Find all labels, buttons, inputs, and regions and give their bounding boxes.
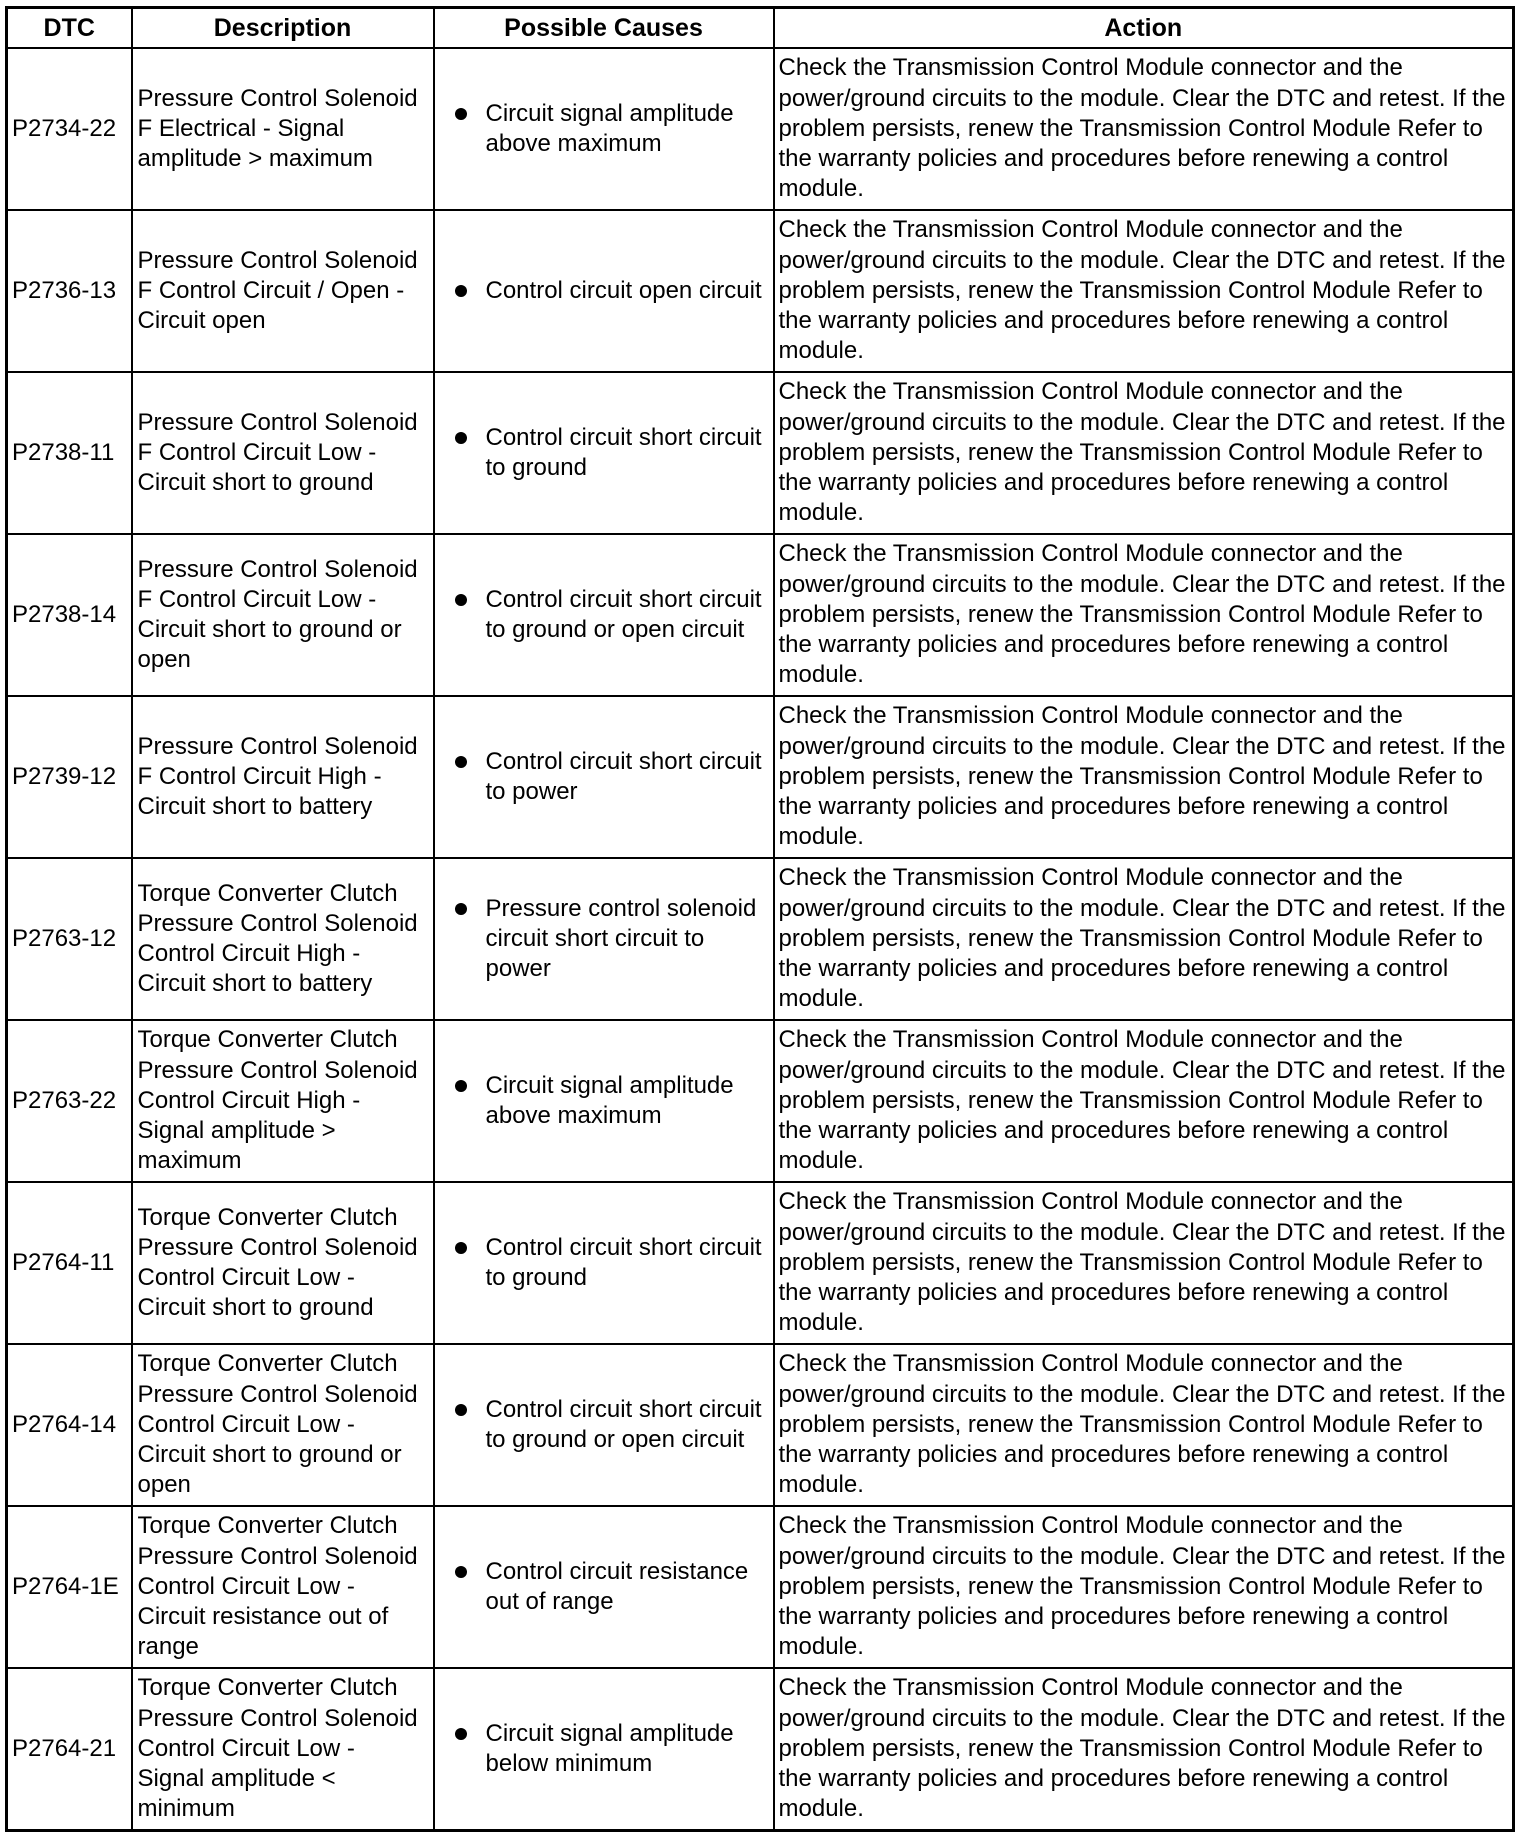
dtc-code: P2739-12 <box>7 696 132 858</box>
bullet-icon <box>455 1080 467 1092</box>
dtc-description: Torque Converter Clutch Pressure Control Solenoid Control Circuit Low - Circuit short to ground or open <box>132 1344 434 1506</box>
dtc-code: P2763-22 <box>7 1020 132 1182</box>
bullet-icon <box>455 108 467 120</box>
cause-list-item <box>455 1071 767 1131</box>
cause-text: Pressure control solenoid circuit short circuit to power <box>485 894 757 983</box>
table-row <box>7 210 1514 372</box>
cause-list-item <box>455 1233 767 1293</box>
cause-text: Control circuit short circuit to ground <box>485 423 762 481</box>
bullet-icon <box>455 756 467 768</box>
action-text: Check the Transmission Control Module connector and the power/ground circuits to the module. Clear the DTC and retest. If the problem persists, renew the Transmission Control Module Refer to the warranty policies and procedures before renewing a control module. <box>774 1506 1514 1668</box>
cause-list-item <box>455 1395 767 1455</box>
table-row <box>7 372 1514 534</box>
action-text: Check the Transmission Control Module connector and the power/ground circuits to the module. Clear the DTC and retest. If the problem persists, renew the Transmission Control Module Refer to the warranty policies and procedures before renewing a control module. <box>774 1182 1514 1344</box>
header-description: Description <box>132 8 434 49</box>
dtc-description: Pressure Control Solenoid F Control Circuit Low - Circuit short to ground <box>132 372 434 534</box>
cause-text: Control circuit short circuit to power <box>485 747 762 805</box>
table-row <box>7 1344 1514 1506</box>
table-row <box>7 534 1514 696</box>
possible-cause <box>434 210 774 372</box>
header-action: Action <box>774 8 1514 49</box>
possible-cause <box>434 1182 774 1344</box>
dtc-description: Torque Converter Clutch Pressure Control Solenoid Control Circuit High - Signal amplitude > maximum <box>132 1020 434 1182</box>
action-text: Check the Transmission Control Module connector and the power/ground circuits to the module. Clear the DTC and retest. If the problem persists, renew the Transmission Control Module Refer to the warranty policies and procedures before renewing a control module. <box>774 534 1514 696</box>
dtc-description: Torque Converter Clutch Pressure Control Solenoid Control Circuit Low - Circuit short to ground <box>132 1182 434 1344</box>
bullet-icon <box>455 1242 467 1254</box>
possible-cause <box>434 48 774 210</box>
action-text: Check the Transmission Control Module connector and the power/ground circuits to the module. Clear the DTC and retest. If the problem persists, renew the Transmission Control Module Refer to the warranty policies and procedures before renewing a control module. <box>774 372 1514 534</box>
table-row <box>7 1668 1514 1831</box>
cause-list-item <box>455 747 767 807</box>
cause-text: Control circuit short circuit to ground or open circuit <box>485 585 762 643</box>
dtc-code: P2734-22 <box>7 48 132 210</box>
dtc-description: Pressure Control Solenoid F Electrical - Signal amplitude > maximum <box>132 48 434 210</box>
possible-cause <box>434 1020 774 1182</box>
cause-text: Control circuit short circuit to ground <box>485 1233 762 1291</box>
dtc-code: P2738-14 <box>7 534 132 696</box>
dtc-table-container <box>5 6 1512 1832</box>
table-row <box>7 48 1514 210</box>
bullet-icon <box>455 594 467 606</box>
action-text: Check the Transmission Control Module connector and the power/ground circuits to the module. Clear the DTC and retest. If the problem persists, renew the Transmission Control Module Refer to the warranty policies and procedures before renewing a control module. <box>774 1020 1514 1182</box>
header-possible-causes: Possible Causes <box>434 8 774 49</box>
possible-cause <box>434 858 774 1020</box>
cause-list-item <box>455 423 767 483</box>
cause-list-item <box>455 99 767 159</box>
bullet-icon <box>455 432 467 444</box>
action-text: Check the Transmission Control Module connector and the power/ground circuits to the module. Clear the DTC and retest. If the problem persists, renew the Transmission Control Module Refer to the warranty policies and procedures before renewing a control module. <box>774 1344 1514 1506</box>
cause-list-item <box>455 585 767 645</box>
header-row <box>7 8 1514 49</box>
cause-list-item <box>455 894 767 985</box>
dtc-description: Torque Converter Clutch Pressure Control Solenoid Control Circuit Low - Signal amplitude < minimum <box>132 1668 434 1831</box>
cause-text: Circuit signal amplitude above maximum <box>485 99 734 157</box>
header-dtc: DTC <box>7 8 132 49</box>
dtc-code: P2764-21 <box>7 1668 132 1831</box>
possible-cause <box>434 534 774 696</box>
possible-cause <box>434 1668 774 1831</box>
table-row <box>7 1182 1514 1344</box>
bullet-icon <box>455 1566 467 1578</box>
bullet-icon <box>455 903 467 915</box>
table-row <box>7 858 1514 1020</box>
cause-list-item <box>455 1557 767 1617</box>
action-text: Check the Transmission Control Module connector and the power/ground circuits to the module. Clear the DTC and retest. If the problem persists, renew the Transmission Control Module Refer to the warranty policies and procedures before renewing a control module. <box>774 696 1514 858</box>
cause-text: Control circuit open circuit <box>485 276 762 304</box>
action-text: Check the Transmission Control Module connector and the power/ground circuits to the module. Clear the DTC and retest. If the problem persists, renew the Transmission Control Module Refer to the warranty policies and procedures before renewing a control module. <box>774 1668 1514 1831</box>
dtc-code: P2763-12 <box>7 858 132 1020</box>
possible-cause <box>434 696 774 858</box>
cause-text: Control circuit short circuit to ground or open circuit <box>485 1395 762 1453</box>
dtc-code: P2736-13 <box>7 210 132 372</box>
dtc-table <box>5 6 1515 1832</box>
dtc-description: Pressure Control Solenoid F Control Circuit Low - Circuit short to ground or open <box>132 534 434 696</box>
action-text: Check the Transmission Control Module connector and the power/ground circuits to the module. Clear the DTC and retest. If the problem persists, renew the Transmission Control Module Refer to the warranty policies and procedures before renewing a control module. <box>774 48 1514 210</box>
cause-text: Circuit signal amplitude above maximum <box>485 1071 734 1129</box>
dtc-description: Torque Converter Clutch Pressure Control Solenoid Control Circuit High - Circuit short to battery <box>132 858 434 1020</box>
dtc-code: P2764-1E <box>7 1506 132 1668</box>
dtc-description: Pressure Control Solenoid F Control Circuit High - Circuit short to battery <box>132 696 434 858</box>
possible-cause <box>434 1344 774 1506</box>
table-row <box>7 696 1514 858</box>
possible-cause <box>434 1506 774 1668</box>
possible-cause <box>434 372 774 534</box>
table-row <box>7 1020 1514 1182</box>
action-text: Check the Transmission Control Module connector and the power/ground circuits to the module. Clear the DTC and retest. If the problem persists, renew the Transmission Control Module Refer to the warranty policies and procedures before renewing a control module. <box>774 210 1514 372</box>
action-text: Check the Transmission Control Module connector and the power/ground circuits to the module. Clear the DTC and retest. If the problem persists, renew the Transmission Control Module Refer to the warranty policies and procedures before renewing a control module. <box>774 858 1514 1020</box>
cause-text: Circuit signal amplitude below minimum <box>485 1719 734 1777</box>
dtc-description: Torque Converter Clutch Pressure Control Solenoid Control Circuit Low - Circuit resistance out of range <box>132 1506 434 1668</box>
dtc-description: Pressure Control Solenoid F Control Circuit / Open - Circuit open <box>132 210 434 372</box>
cause-text: Control circuit resistance out of range <box>485 1557 749 1615</box>
bullet-icon <box>455 1728 467 1740</box>
dtc-code: P2764-11 <box>7 1182 132 1344</box>
cause-list-item <box>455 1719 767 1779</box>
bullet-icon <box>455 1404 467 1416</box>
dtc-code: P2738-11 <box>7 372 132 534</box>
cause-list-item <box>455 276 767 306</box>
dtc-code: P2764-14 <box>7 1344 132 1506</box>
table-row <box>7 1506 1514 1668</box>
bullet-icon <box>455 285 467 297</box>
